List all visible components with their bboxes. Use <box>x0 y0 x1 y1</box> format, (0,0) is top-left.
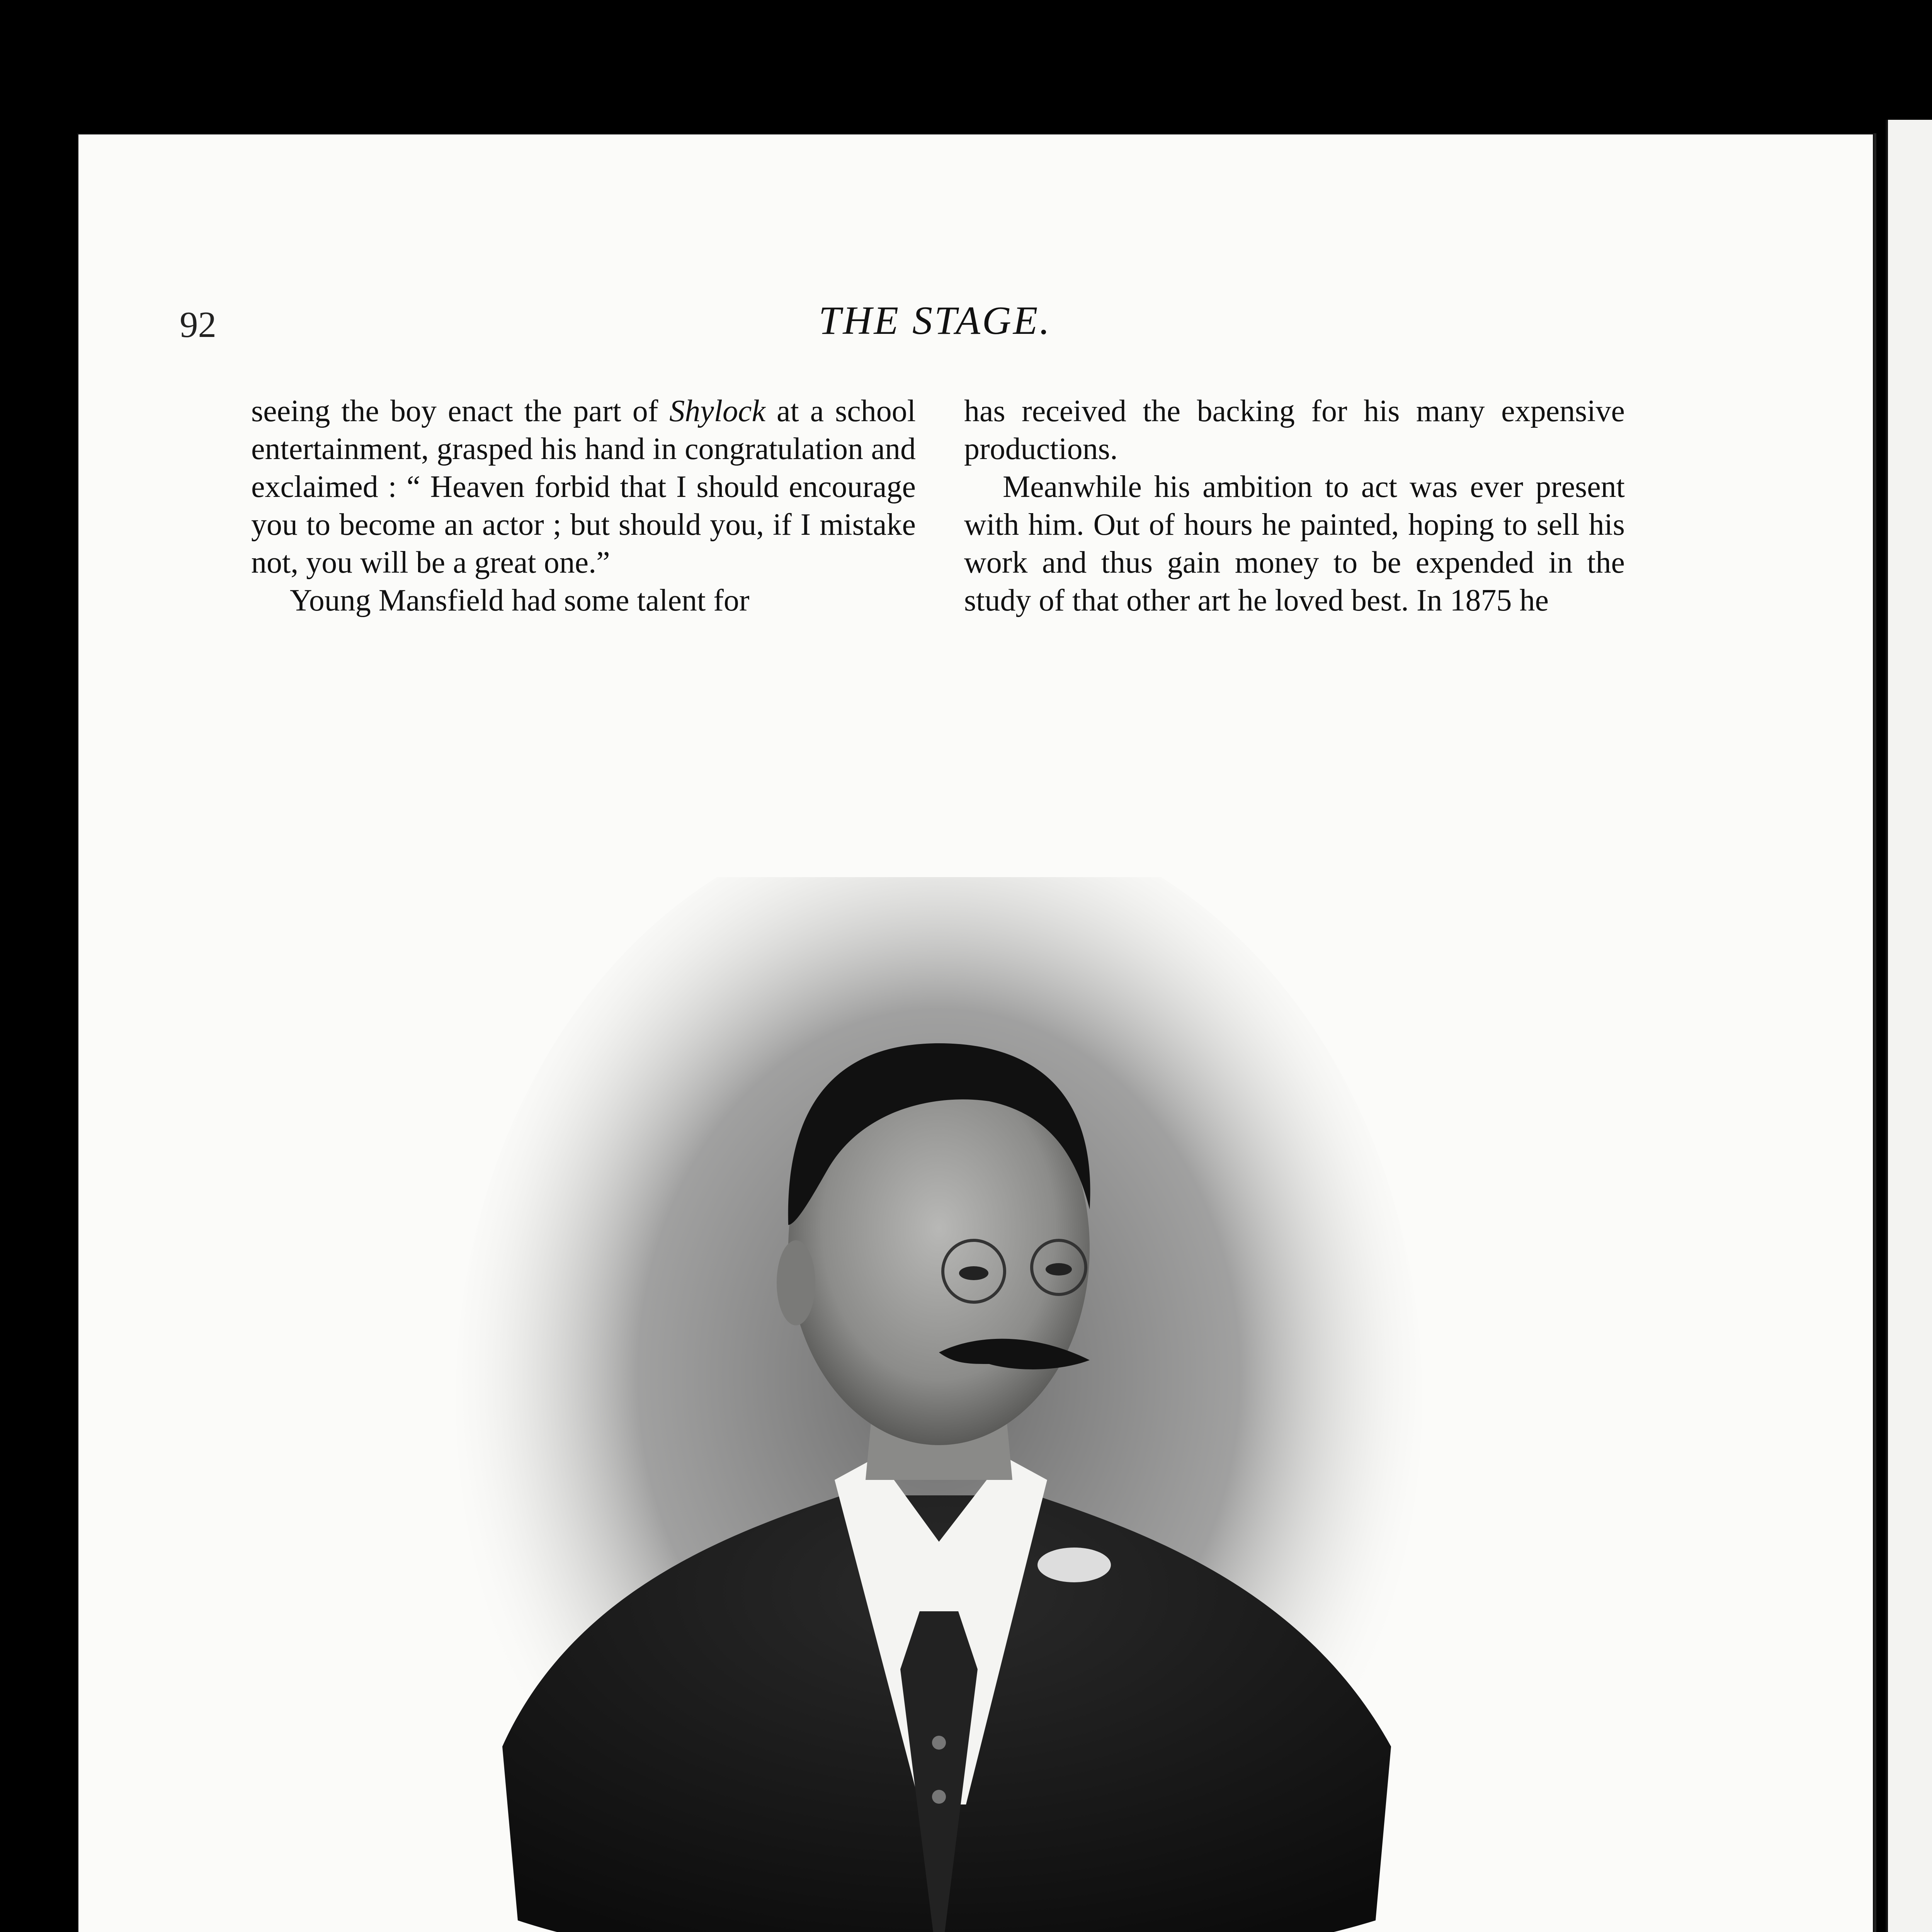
paragraph: Young Mansfield had some talent for <box>290 583 750 617</box>
portrait-image <box>456 877 1422 1932</box>
top-right-column <box>964 392 1625 619</box>
portrait-photograph <box>456 877 1422 1932</box>
paragraph: has received the backing for his many expensive productions. <box>964 394 1625 466</box>
top-left-column <box>251 392 916 619</box>
adjacent-page-edge <box>1886 120 1932 1932</box>
paragraph: seeing the boy enact the part of Shylock at a school entertainment, grasped his hand in congratulation and exclaimed : “ Heaven forbid that I should encourage you to become an actor ; but should you, if I mistake not, you will be a great one.” <box>251 394 916 580</box>
page-number: 92 <box>180 304 216 345</box>
play-character-name: Shylock <box>669 394 766 428</box>
paragraph: Meanwhile his ambition to act was ever present with him. Out of hours he painted, hoping to sell his work and thus gain money to be expended in the study of that other art he loved best. In 1875 he <box>964 470 1625 617</box>
running-title: THE STAGE. <box>818 298 1052 343</box>
